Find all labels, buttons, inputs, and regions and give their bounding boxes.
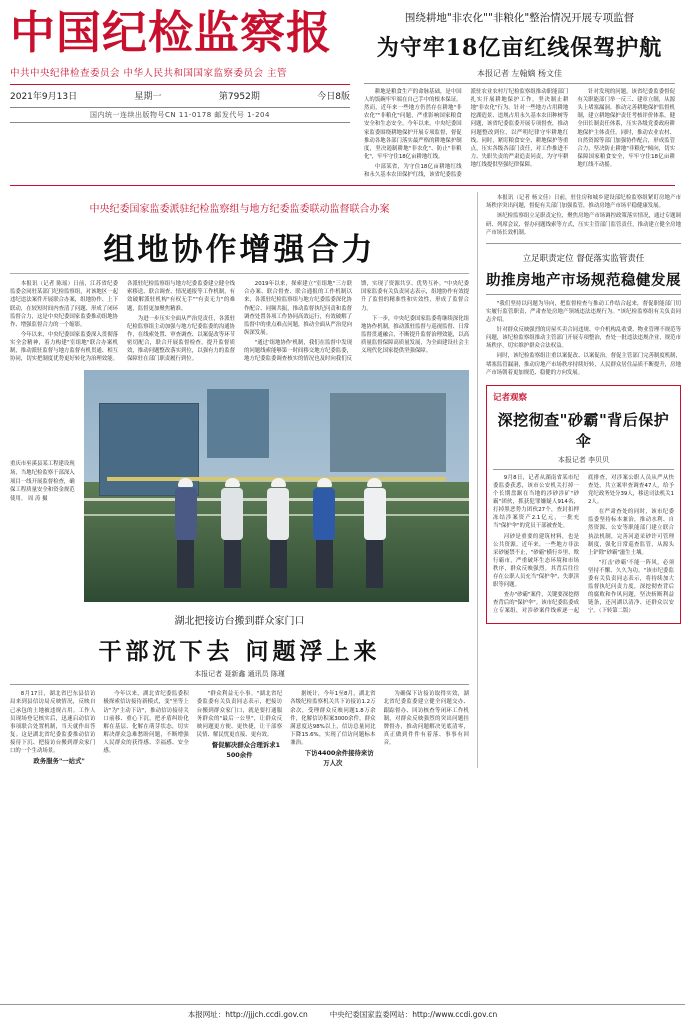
photo-figure [165, 478, 207, 588]
subsection-heading: 下访4400余件接待来访万人次 [304, 749, 374, 767]
top-right-kicker: 围绕耕地"非农化""非粮化"整治情况开展专项监督 [404, 12, 635, 24]
photo-caption: 重庆市巫溪县某工程建设现场，当地纪检监察干部深入项目一线开展监督检查，确保工程质量安全和资金规范使用。 周 涛 摄 [10, 461, 75, 502]
paragraph: 今年以来，湖北省纪委监委积极探索信访接待新模式，变"坐等上访"为"主动下访"，推动信访接待关口前移、重心下沉，把矛盾纠纷化解在基层、化解在萌芽状态，切实解决群众急难愁盼问题，不断增强人民群众的获得感、幸福感、安全感。 [103, 691, 189, 755]
paragraph: "打击'砂霸'不能一阵风，必须坚持不懈、久久为功。"该市纪委监委有关负责同志表示，将持续加大监督执纪问责力度，深挖彻查背后的腐败和作风问题，坚决斩断利益链条，还河湖以清净、还群众以安宁。（下转第二版） [588, 559, 674, 615]
lead-divider [10, 273, 469, 274]
paragraph: 据统计，今年1至8月，湖北省各级纪检监察机关共下访接访1.2万余次，受理群众反映问题1.8万余件，化解信访积案3000余件，群众满意度达98%以上，信访总量同比下降15.6%，实现了信访问题标本兼治。 [290, 691, 376, 746]
paragraph: 2019年以来，探索建立"室组地"三方联合办案、联合督查、联合通报的工作机制以来，各派驻纪检监察组与地方纪委监委深化协作配合、同频共振，推动监督执纪问责和监督调查处置各项工作协同高效运行，有效破解了监督中的重点难点问题，推动全面从严治党向纵深发展。 [244, 281, 352, 336]
lead-kicker: 中央纪委国家监委派驻纪检监察组与地方纪委监委联动监督联合办案 [89, 204, 390, 216]
paragraph: 今年以来，中央纪委国家监委深入贯彻落实全会精神，着力构建"室组地"联合办案机制，推动派驻监督与地方监督有机贯通、相互协同，切实把制度优势更好转化为治理效能。各派驻纪检监察组与地方纪委监委建立健全线索移送、联合调查、情况通报等工作机制，有效破解派驻机构"有权无手""有责无力"的难题，监督更加聚焦精准。 [10, 281, 235, 363]
right-zone [478, 192, 681, 768]
subsection-heading: 政务服务"一站式" [33, 757, 85, 766]
masthead [10, 8, 675, 179]
top-right-story [350, 8, 675, 179]
masthead-meta [10, 85, 350, 102]
masthead-bottom-rule [10, 185, 675, 186]
paragraph: "通过'组地协作'机制，我们在监督中发现的问题线索能够第一时间移交地方纪委监委，地方纪委监委调查核实的情况也及时向我们反馈，实现了资源共享、优势互补。"中央纪委国家监委有关负责同志表示，组地协作有效提升了监督的精准性和实效性，形成了监督合力。 [244, 281, 469, 363]
top-right-body [364, 88, 675, 179]
right-story2-kicker: 立足职责定位 督促落实监管责任 [522, 253, 645, 264]
issue-number: 第7952期 [218, 92, 260, 103]
lead-body [10, 280, 469, 363]
second-story-kicker: 湖北把接访台搬到群众家门口 [174, 616, 305, 628]
red-box-divider [493, 469, 674, 470]
paragraph: 本报讯（记者 杨文佳）日前，驻住房和城乡建设部纪检监察组紧盯房地产市场秩序突出问题，督促有关部门加强监管，推动房地产市场平稳健康发展。 [486, 195, 681, 210]
red-box-tag: 记者观察 [493, 392, 528, 403]
paragraph: 下一步，中央纪委国家监委将继续深化组地协作机制，推动派驻监督与巡视监督、日常监督贯通融合，不断提升监督治理效能，以高质量监督保障高质量发展，为全面建设社会主义现代化国家提供坚强保障。 [361, 315, 469, 355]
paragraph: 针对发现的问题，该省纪委监委督促有关职能部门举一反三、建章立制，从源头上堵塞漏洞。推动完善耕地保护监督机制，建立耕地保护责任考核评价体系，健全田长制责任体系，压实各级党委政府耕地保护主体责任。同时，推动农业农村、自然资源等部门加强协作配合，形成监管合力，坚决防止耕地"非粮化"倾向，切实保障国家粮食安全，牢牢守住18亿亩耕地红线不动摇。 [577, 89, 675, 168]
publication-code: 国内统一连续出版物号CN 11-0178 邮发代号 1-204 [10, 107, 350, 123]
top-right-byline: 本报记者 左翰嫡 杨文佳 [476, 69, 563, 78]
paragraph: 9月8日，记者从湖南省某市纪委监委获悉，该市公安机关打掉一个长期盘踞在当地的涉砂涉矿"砂霸"团伙，抓获犯罪嫌疑人914名，打掉黑恶势力团伙27个，查封扣押冻结涉案资产2.1亿元，一批充当"保护伞"的党员干部被查处。 [493, 474, 579, 530]
paragraph: 8月17日，湖北省巴东县信访局来到县信访局反映情况，反映自己承包的土地被违规占用。工作人员现场登记核实后，迅速启动信访事项联合处置机制，当天就作出答复。这是湖北省纪委监委推动信访接待下沉、把接访台搬到群众家门口的一个生动场景。 [10, 691, 96, 755]
paragraph: 耕地是粮食生产的命脉基础，是中国人的饭碗牢牢端在自己手中的根本保证。然而，近年来一些地方仍然存在耕地"非农化""非粮化"问题，严重影响国家粮食安全和生态安全。今年以来，中央纪委国家监委围绕耕地保护开展专项监督，督促推动各地各部门落实最严格的耕地保护制度，坚决遏制耕地"非农化"、防止"非粮化"，牢牢守住18亿亩耕地红线。 [364, 89, 462, 160]
lead-headline: 组地协作增强合力 [103, 232, 376, 269]
right-story2-body [486, 300, 681, 377]
news-photo [84, 370, 469, 602]
paragraph: 为确保下访接访取得实效，湖北省纪委监委建立健全问题交办、跟踪督办、回访核查等闭环工作机制，对群众反映强烈的突出问题挂牌督办，推动问题解决见底清零，真正做到件件有着落、事事有回音。 [383, 691, 469, 746]
photo-figure [257, 478, 299, 588]
subsection-heading: 督促解决群众合理诉求1500余件 [211, 740, 281, 759]
paragraph: 为进一步压实全面从严治党责任，各派驻纪检监察组主动加强与地方纪委监委的沟通协作，在线索处置、审查调查、以案促改等环节密切配合，联合开展监督检查，提升监督质效，推动问题整改落实到位，以强有力的监督保障驻在部门职责履行到位。 [127, 315, 235, 363]
second-story-headline: 干部沉下去 问题浮上来 [98, 638, 381, 666]
left-zone [10, 192, 478, 768]
page-footer [0, 1004, 685, 1024]
red-box-body [493, 474, 674, 617]
paragraph: 河砂是重要的建筑材料，也是公共资源。近年来，一些地方非法采砂屡禁不止，"砂霸"横行乡里、欺行霸市，严重破坏生态环境和市场秩序，群众反映强烈。其背后往往存在公职人员充当"保护伞"、失职渎职等问题。 [493, 533, 579, 589]
page-count: 今日8版 [317, 92, 350, 103]
footer-site-2[interactable]: 中央纪委国家监委网站：http://www.ccdi.gov.cn [329, 1010, 498, 1019]
publication-date: 2021年9月13日 [10, 92, 78, 103]
newspaper-title: 中国纪检监察报 [10, 6, 333, 59]
observation-red-box [486, 385, 681, 624]
right-zone-continued-text [486, 194, 681, 237]
masthead-left [10, 8, 350, 123]
paragraph: 本报讯（记者 陈瑶）日前，江苏省纪委监委会同驻某部门纪检监察组，对该地区一起违纪违法案件开展联合办案，组地协作、上下联动，在较短时间内查清了问题、形成了闭环监督合力，这是中央纪委国家监委推动组地协作、增强监督合力的一个缩影。 [10, 281, 118, 328]
paragraph: "群众利益无小事。"湖北省纪委监委有关负责同志表示，把接访台搬到群众家门口，就是要打通服务群众的"最后一公里"，让群众反映问题更方便、更快捷，让干部察民情、解民忧更直接、更有效。 [196, 691, 283, 738]
paragraph: 查办"砂霸"案件，关键要深挖彻查背后的"保护伞"。该市纪委监委成立专案组，对涉砂案件线索逐一起底排查，对涉案公职人员从严从快查处，共立案审查调查47人，给予党纪政务处分39人，移送司法机关12人。 [493, 474, 674, 615]
paragraph: 在严肃查处的同时，该市纪委监委坚持标本兼治，推动水利、自然资源、公安等职能部门建立联合执法机制，完善河道采砂许可管理制度，强化日常巡查监管，从源头上铲除"砂霸"滋生土壤。 [588, 509, 674, 556]
second-story-byline: 本报记者 聂新鑫 通讯员 陈瑾 [194, 670, 285, 679]
publication-weekday: 星期一 [134, 92, 162, 103]
photo-block [10, 370, 469, 602]
photo-figure [303, 478, 345, 588]
paragraph: "我们坚持以问题为导向，把监督检查与推动工作结合起来，督促职能部门切实履行监管职责，严肃查处房地产领域违法违规行为。"该纪检监察组有关负责同志介绍。 [486, 300, 681, 323]
red-box-byline: 本报记者 李贝贝 [557, 455, 610, 464]
right-divider-2 [486, 294, 681, 295]
right-divider-1 [486, 243, 681, 244]
right-story2-headline: 助推房地产市场规范稳健发展 [486, 271, 681, 289]
paragraph: 针对群众反映强烈的房屋买卖合同违规、中介机构乱收费、物业管理不规范等问题，该纪检监察组推动主管部门开展专项整治，查处一批违法违规企业，规范市场秩序，切实维护群众合法权益。 [486, 327, 681, 350]
page-body [10, 192, 681, 768]
newspaper-subtitle: 中共中央纪律检查委员会 中华人民共和国国家监察委员会 主管 [10, 68, 288, 80]
paragraph: 该纪检监察组立足职责定位，聚焦房地产市场调控政策落实情况，通过专题调研、列席会议、督办问题线索等方式，压实主管部门监管责任，推动建立健全房地产市场长效机制。 [486, 213, 681, 236]
photo-figure [211, 478, 253, 588]
paragraph: 同时，该纪检监察组注重以案促改、以案促治，督促主管部门完善制度机制，堵塞监管漏洞，推动房地产市场秩序持续好转，人民群众居住品质不断提升，房地产市场朝着更加规范、稳健的方向发展。 [486, 353, 681, 376]
top-right-divider [364, 83, 675, 84]
second-story-body [10, 690, 469, 768]
red-box-headline: 深挖彻查"砂霸"背后保护伞 [497, 410, 670, 450]
footer-site-1[interactable]: 本报网址：http://jjjch.ccdi.gov.cn [187, 1010, 308, 1019]
second-story-divider [10, 684, 469, 685]
top-right-headline: 为守牢18亿亩红线保驾护航 [376, 35, 663, 61]
paragraph: 中部某省，为守住18亿亩耕地红线和永久基本农田保护红线，该省纪委监委派驻农业农村厅纪检监察组推动职能部门扎实开展耕地保护工作，坚决制止耕地"非农化"行为。针对一些地方占用耕地挖湖造景、违规占用永久基本农田种树等问题，该省纪委监委开展专项督查，推动问题整改到位，以严明纪律守牢耕地红线。同时，紧盯粮食安全、耕地保护等重点，压实各级各部门责任，对工作推进不力、失职失责的严肃追责问责，为守牢耕地红线提供坚强纪律保障。 [364, 89, 569, 179]
photo-figure [354, 478, 396, 588]
